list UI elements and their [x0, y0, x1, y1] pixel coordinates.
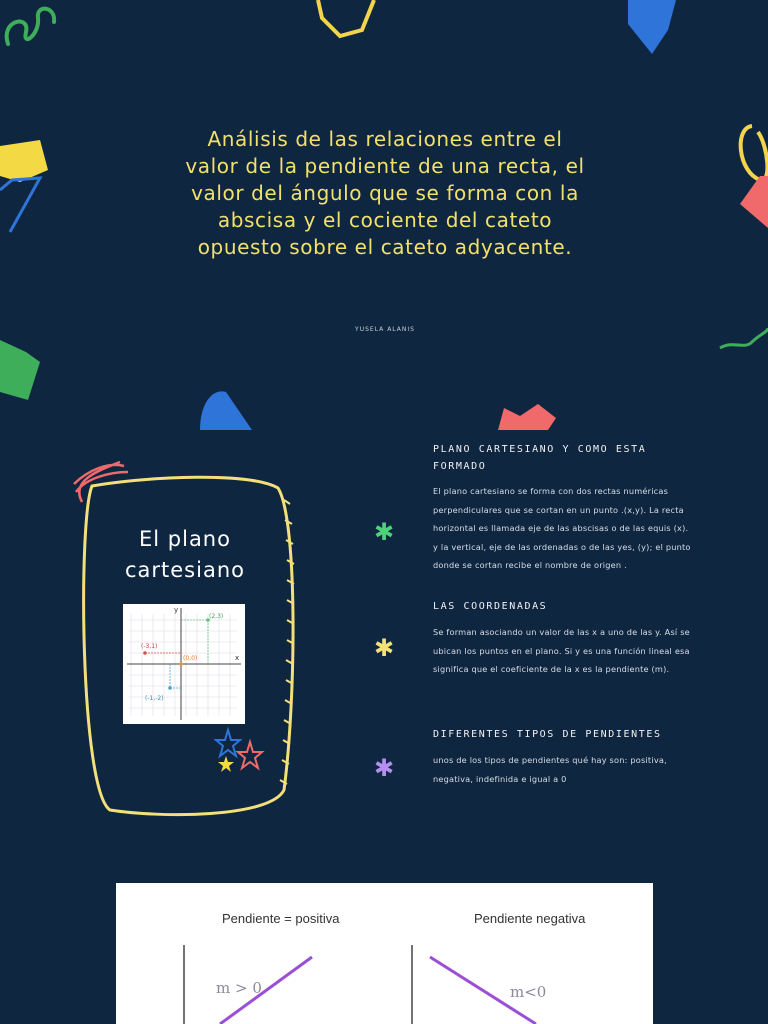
section-heading-plano: PLANO CARTESIANO Y COMO ESTA FORMADO	[433, 444, 647, 472]
cartesian-plane-image	[123, 604, 245, 724]
green-squiggle-right	[720, 328, 768, 348]
author-name: YUSELA ALANIS	[355, 326, 415, 333]
yellow-square-left	[0, 140, 48, 182]
flower-purple-icon: ✱	[374, 754, 395, 782]
section-body-pendientes: unos de los tipos de pendientes qué hay son: positiva, negativa, indefinida e igual a 0	[433, 755, 667, 784]
blue-halfcircle	[200, 391, 252, 430]
green-shape-left	[0, 340, 40, 400]
axis-x-label: x	[235, 654, 240, 662]
flower-yellow-icon: ✱	[374, 634, 395, 662]
axis-y-label: y	[174, 606, 179, 614]
frame-title-line1: El plano	[139, 527, 231, 551]
section-body-coordenadas: Se forman asociando un valor de las x a uno de las y. Así se ubican los puntos en el plano. Si y es una función lineal esa significa que el coeficiente de la x es la pendiente (m).	[433, 627, 690, 674]
yellow-outline-quad	[318, 0, 374, 36]
bullet-flowers	[374, 518, 394, 782]
frame-title-line2: cartesiano	[124, 558, 245, 582]
section-heading-coordenadas: LAS COORDENADAS	[433, 601, 548, 612]
point-label-a: (-3,1)	[141, 643, 158, 650]
positive-slope-title: Pendiente = positiva	[222, 911, 340, 926]
cartesian-plane-svg	[123, 604, 245, 724]
page-title: Análisis de las relaciones entre el valor de la pendiente de una recta, el valor del ángulo que se forma con la abscisa y el cociente del cateto opuesto sobre el cateto adyacente.	[185, 127, 585, 259]
frame-title	[100, 524, 270, 586]
section-body-plano: El plano cartesiano se forma con dos rectas numéricas perpendiculares que se cortan en un punto .(x,y). La recta horizontal es llamada eje de las abscisas o de las equis (x). y la vertical, eje de las ordenadas o de las yes, (y); el punto donde se cortan recibe el nombre de origen .	[433, 486, 691, 570]
point-label-b: (2,3)	[209, 613, 224, 620]
point-label-origin: (0,0)	[183, 655, 198, 662]
positive-slope-label: m > 0	[216, 979, 262, 997]
green-squiggle	[7, 9, 55, 44]
yellow-loop-right	[741, 126, 768, 180]
negative-slope-label: m<0	[510, 983, 547, 1001]
flower-green-icon: ✱	[374, 518, 395, 546]
slope-charts-svg	[116, 883, 653, 1024]
pink-crown	[498, 404, 556, 430]
section-heading-pendientes: DIFERENTES TIPOS DE PENDIENTES	[433, 729, 662, 740]
pink-shape-right	[740, 176, 768, 228]
slope-charts-image	[116, 883, 653, 1024]
yellow-frame-hatch	[280, 500, 294, 784]
negative-slope-title: Pendiente negativa	[474, 911, 586, 926]
blue-line-left	[0, 178, 40, 232]
star-pink-icon	[238, 742, 262, 768]
star-yellow-icon	[218, 756, 234, 772]
point-label-d: (-1,-2)	[145, 695, 164, 702]
star-blue-icon	[216, 730, 240, 756]
blue-shape-top-right	[628, 0, 676, 54]
star-icons	[216, 730, 262, 772]
